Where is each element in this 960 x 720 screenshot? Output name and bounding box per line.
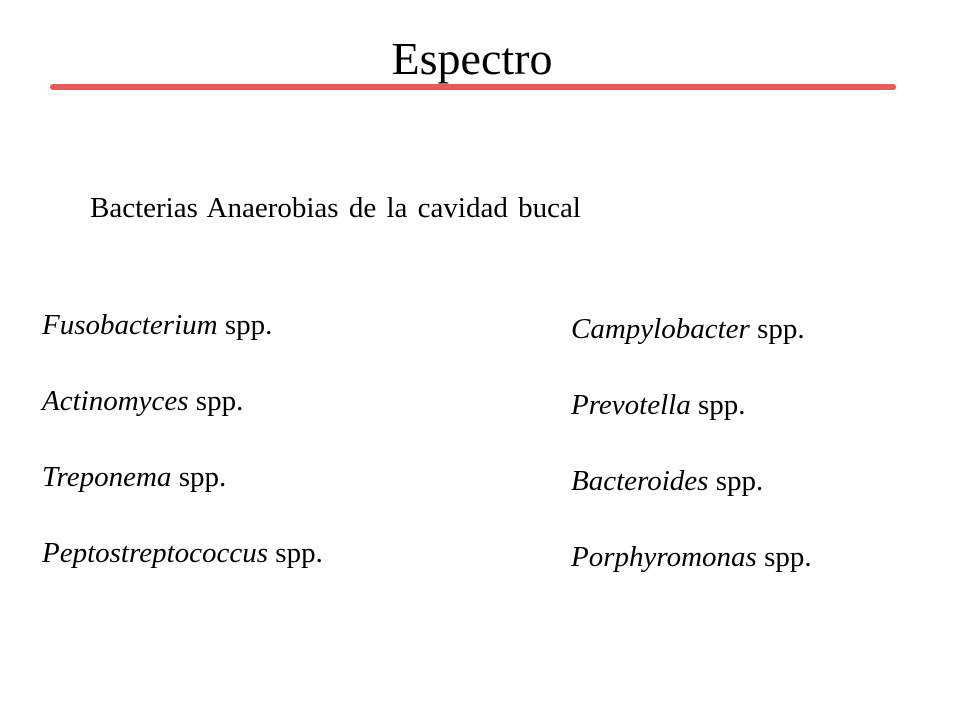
slide-title: Espectro <box>391 33 553 84</box>
species-suffix: spp. <box>217 309 273 341</box>
species-suffix: spp. <box>171 461 227 493</box>
genus-name: Prevotella <box>571 389 691 421</box>
species-suffix: spp. <box>188 385 244 417</box>
genus-name: Actinomyces <box>42 385 189 417</box>
list-item <box>42 457 323 533</box>
species-suffix: spp. <box>749 313 805 345</box>
genus-name: Fusobacterium <box>42 309 218 341</box>
genus-name: Porphyromonas <box>571 541 757 573</box>
right-bacteria-list <box>571 309 812 613</box>
genus-name: Bacteroides <box>571 465 709 497</box>
species-suffix: spp. <box>268 537 323 569</box>
list-item <box>571 385 812 461</box>
list-item <box>42 533 323 609</box>
list-item <box>42 381 323 457</box>
list-item <box>571 309 812 385</box>
title-underline <box>50 84 896 90</box>
genus-name: Treponema <box>42 461 172 493</box>
genus-name: Peptostreptococcus <box>42 537 269 569</box>
slide-subtitle: Bacterias Anaerobias de la cavidad bucal <box>90 192 581 224</box>
species-suffix: spp. <box>756 541 812 573</box>
left-bacteria-list <box>42 305 323 609</box>
species-suffix: spp. <box>690 389 746 421</box>
species-suffix: spp. <box>708 465 764 497</box>
list-item <box>42 305 323 381</box>
list-item <box>571 537 812 613</box>
list-item <box>571 461 812 537</box>
genus-name: Campylobacter <box>571 313 750 345</box>
